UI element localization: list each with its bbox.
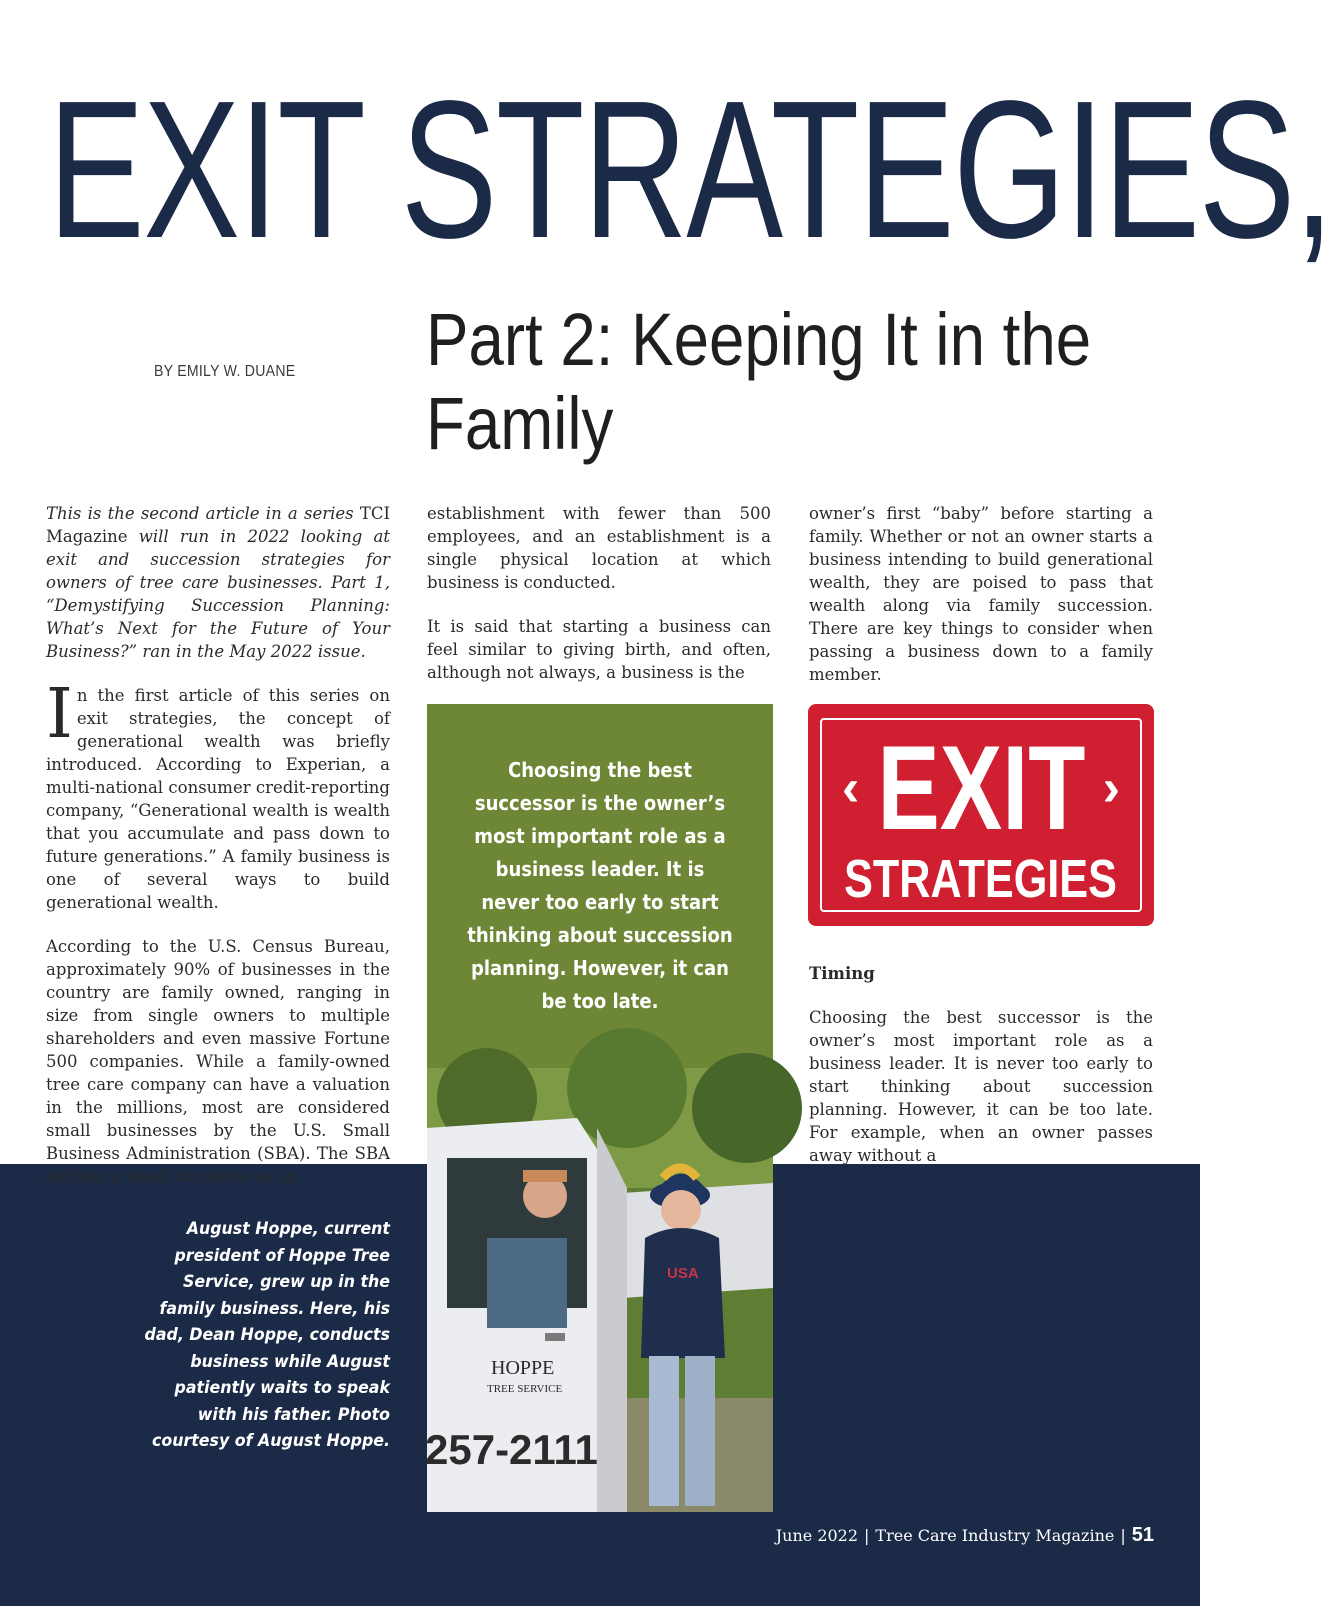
sign-exit-text: EXIT [876,721,1086,855]
column-left [46,502,390,1209]
photo-caption: August Hoppe, current president of Hoppe Tree Service, grew up in the family business. Here, his dad, Dean Hoppe, conducts business while August patiently waits to speak with his father. Photo courtesy of August Hoppe. [144,1219,390,1451]
body-paragraph-3: establishment with fewer than 500 employees, and an establishment is a single physical location at which business is conducted. [427,504,771,592]
sign-strategies-word [808,849,1154,909]
shirt-text: USA [667,1265,699,1282]
intro-paragraph [46,502,390,663]
intro-text-start: This is the second article in a series [46,504,360,523]
exit-strategies-sign [808,704,1154,926]
family-business-photo [427,1068,773,1512]
body-paragraph-1 [46,675,390,914]
column-middle [427,502,771,705]
sign-exit-word [808,721,1154,855]
sign-strategies-text: STRATEGIES [844,849,1118,909]
footer-separator-2: | [1120,1526,1126,1545]
truck-phone-number: 257-2111 [425,1426,598,1473]
truck-service-label: TREE SERVICE [487,1383,563,1395]
body-paragraph-1-text: n the first article of this series on exit strategies, the concept of generational wealth was briefly introduced. According to Experian, a multi-national consumer credit-reporting company, “Generational wealth is wealth that you accumulate and pass down to future generations.” A family business is one of several ways to build generational wealth. [46,686,390,912]
drop-cap: I [46,675,73,754]
timing-heading: Timing [809,964,875,983]
footer-magazine: Tree Care Industry Magazine [875,1526,1115,1545]
body-paragraph-2: According to the U.S. Census Bureau, approximately 90% of businesses in the country are family owned, ranging in size from single owners to multiple shareholders and even massive Fortune 500 companies. While a family-owned tree care company can have a valuation in the millions, most are considered small businesses by the U.S. Small Business Administration (SBA). The SBA defines a small business as an [46,937,390,1186]
truck-company-name: HOPPE [491,1357,555,1379]
page-number: 51 [1131,1524,1154,1546]
footer-separator-1: | [864,1526,870,1545]
body-paragraph-4: It is said that starting a business can feel similar to giving birth, and often, although not always, a business is the [427,617,771,682]
photo-illustration [427,1068,773,1512]
pull-quote-text: Choosing the best successor is the owner’s most important role as a business leader. It is never too early to start thinking about succession planning. However, it can be too late. [467,758,733,1013]
chevron-right-icon: › [1102,759,1120,817]
byline: BY EMILY W. DUANE [154,363,296,380]
intro-magazine-name: TCI Magazine [46,504,390,546]
pull-quote-box [427,704,773,1068]
timing-section [809,962,1153,1188]
article-title: EXIT STRATEGIES, [48,60,1333,279]
timing-paragraph: Choosing the best successor is the owner’s most important role as a business leader. It is never too early to start thinking about succession planning. However, it can be too late. For example, when an owner passes away without a [809,1008,1153,1165]
chevron-left-icon: ‹ [842,759,860,817]
intro-text-end: will run in 2022 looking at exit and succession strategies for owners of tree care businesses. Part 1, “Demystifying Succession Planning: What’s Next for the Future of Your Business?” ran in the May 2022 issue. [46,527,390,661]
article-subtitle: Part 2: Keeping It in the Family [426,298,1092,465]
body-paragraph-5: owner’s first “baby” before starting a family. Whether or not an owner starts a business intending to build generational wealth, they are poised to pass that wealth along via family succession. There are key things to consider when passing a business down to a family member. [809,504,1153,684]
page-footer [776,1524,1154,1547]
footer-issue: June 2022 [775,1526,859,1545]
column-right [809,502,1153,707]
